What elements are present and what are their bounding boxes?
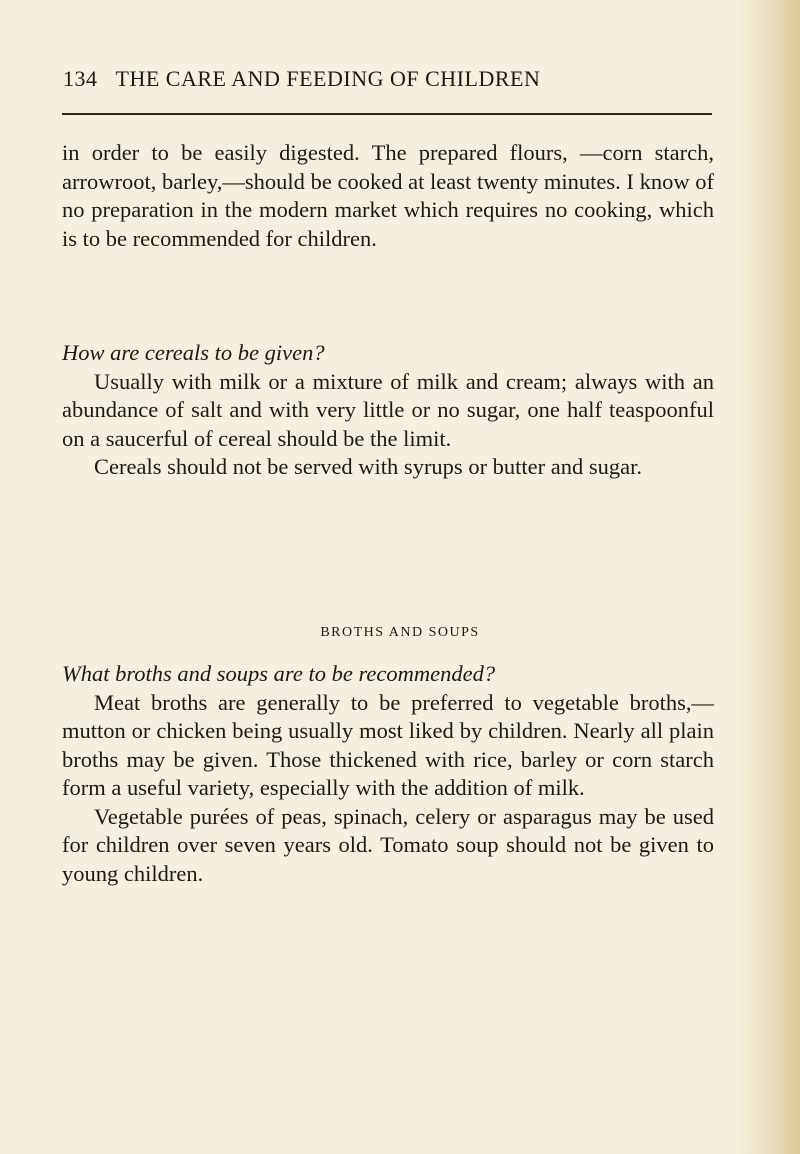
running-header: [63, 66, 715, 92]
paragraph: Vegetable purées of peas, spinach, celery or asparagus may be used for children over seven years old. Tomato soup should not be given to young children.: [62, 803, 714, 886]
paragraph: in order to be easily digested. The prepared flours, —corn starch, arrowroot, barley,—should be cooked at least twenty minutes. I know of no preparation in the modern market which requires no cooking, which is to be recommended for children.: [62, 140, 714, 251]
paragraph: Cereals should not be served with syrups or butter and sugar.: [94, 454, 643, 479]
continued-paragraph-block: [62, 139, 714, 253]
paragraph: Usually with milk or a mixture of milk and cream; always with an abundance of salt and with very little or no sugar, one half teaspoonful on a saucerful of cereal should be the limit.: [62, 368, 714, 451]
question-heading: How are cereals to be given?: [62, 340, 325, 365]
broths-question-block: [62, 660, 714, 888]
question-heading: What broths and soups are to be recommended?: [62, 661, 496, 686]
paragraph: Meat broths are generally to be preferred to vegetable broths,—mutton or chicken being usually most liked by children. Nearly all plain broths may be given. Those thickened with rice, barley or corn starch form a useful variety, especially with the addition of milk.: [62, 689, 714, 800]
section-heading: BROTHS AND SOUPS: [320, 625, 480, 640]
running-title: THE CARE AND FEEDING OF CHILDREN: [115, 66, 541, 91]
cereals-question-block: [62, 339, 714, 482]
header-rule: [62, 113, 712, 115]
page-number: 134: [63, 66, 98, 91]
